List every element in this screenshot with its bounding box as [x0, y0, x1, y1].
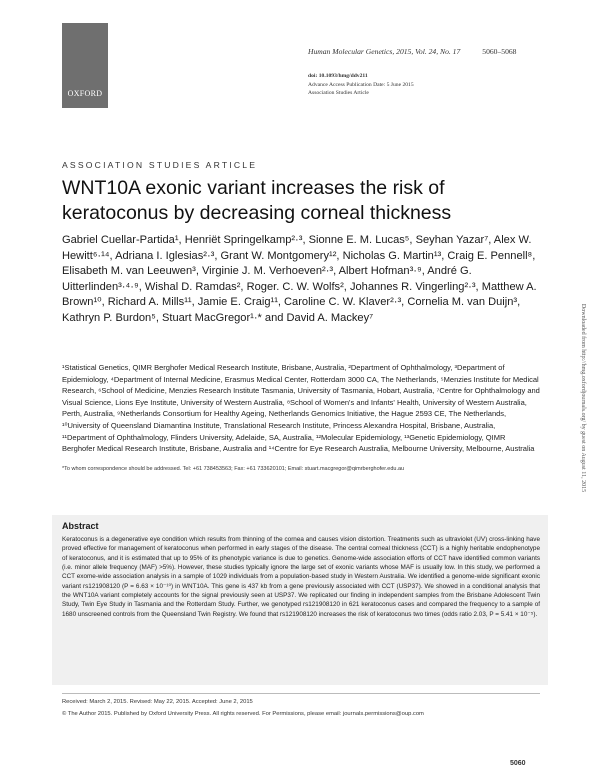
journal-pages: 5060–5068: [482, 47, 517, 56]
author-list: Gabriel Cuellar-Partida¹, Henriët Springelkamp²·³, Sionne E. M. Lucas⁵, Seyhan Yazar⁷, Alex W. Hewitt⁶·¹⁴, Adriana I. Iglesias²·³, Grant W. Montgomery¹², Nicholas G. Martin¹³, Craig E. Pennell⁸, Elisabeth M. van Leeuwen³, Virginie J. M. Verhoeven²·³, Albert Hofman³·⁹, André G. Uitterlinden³·⁴·⁹, Wishal D. Ramdas², Roger. C. W. Wolfs², Johannes R. Vingerling²·³, Matthew A. Brown¹⁰, Richard A. Mills¹¹, Jamie E. Craig¹¹, Caroline C. W. Klaver²·³, Cornelia M. van Duijn³, Kathryn P. Burdon⁵, Stuart MacGregor¹·* and David A. Mackey⁷: [62, 234, 537, 324]
page-number: 5060: [510, 760, 526, 767]
journal-citation-text: Human Molecular Genetics, 2015, Vol. 24, No. 17: [308, 47, 461, 56]
publisher-name: OXFORD: [67, 89, 103, 98]
section-label: ASSOCIATION STUDIES ARTICLE: [62, 160, 258, 170]
abstract-text: Keratoconus is a degenerative eye condition which results from thinning of the cornea and causes vision distortion. Treatments such as ultraviolet (UV) cross-linking have proved effective for management of keratoconus when performed in early stages of the disease. The central corneal thickness (CCT) is a highly heritable endophenotype of keratoconus, and it is estimated that up to 95% of its phenotypic variance is due to genetics. Genome-wide association efforts of CCT have identified common variants (i.e. minor allele frequency (MAF) >5%). However, these studies typically ignore the large set of exonic variants whose MAF is usually low. In this study, we performed a CCT exome-wide association analysis in a sample of 1029 individuals from a population-based study in Western Australia. We identified a genome-wide significant exonic variant rs121908120 (P = 6.63 × 10⁻¹⁰) in WNT10A. This gene is 437 kb from a gene previously associated with CCT (USP37). We showed in a conditional analysis that the WNT10A variant completely accounts for the signal previously seen at USP37. We replicated our finding in independent samples from the Brisbane Adolescent Twin Study, Twin Eye Study in Tasmania and the Rotterdam Study. Further, we genotyped rs121908120 in 621 keratoconus cases and compared the frequency to a sample of 1680 unscreened controls from the Queensland Twin Registry. We found that rs121908120 increases the risk of keratoconus two times (odds ratio 2.03, P = 5.41 × 10⁻⁵).: [62, 536, 540, 618]
advance-access-date: Advance Access Publication Date: 5 June 2015: [308, 81, 414, 88]
article-title: WNT10A exonic variant increases the risk of keratoconus by decreasing corneal thickness: [62, 177, 452, 224]
doi[interactable]: doi: 10.1093/hmg/ddv211: [308, 73, 368, 79]
download-watermark-text: Downloaded from http://hmg.oxfordjournals.org/ by guest on August 11, 2015: [580, 303, 586, 493]
affiliations: ¹Statistical Genetics, QIMR Berghofer Medical Research Institute, Brisbane, Australia, ²Department of Ophthalmology, ³Department of Epidemiology, ⁴Department of Internal Medicine, Erasmus Medical Center, Rotterdam 3000 CA, The Netherlands, ⁵Menzies Institute for Medical Research, ⁶School of Medicine, Menzies Research Institute Tasmania, University of Tasmania, Hobart, Australia, ⁷Centre for Ophthalmology and Visual Science, Lions Eye Institute, University of Western Australia, ⁸School of Women's and Infants' Health, University of Western Australia, Perth, Australia, ⁹Netherlands Consortium for Healthy Ageing, Netherlands Genomics Initiative, the Hague 2593 CE, The Netherlands, ¹⁰University of Queensland Diamantina Institute, Translational Research Institute, Princess Alexandra Hospital, Brisbane, Australia, ¹¹Department of Ophthalmology, Flinders University, Adelaide, SA, Australia, ¹²Molecular Epidemiology, ¹³Genetic Epidemiology, QIMR Berghofer Medical Research Institute, Brisbane, Australia and ¹⁴Centre for Eye Research Australia, Melbourne University, Melbourne, Australia: [62, 363, 540, 454]
received-dates: Received: March 2, 2015. Revised: May 22, 2015. Accepted: June 2, 2015: [62, 699, 253, 705]
journal-citation: [308, 47, 516, 56]
divider: [62, 693, 540, 694]
abstract-heading: Abstract: [62, 521, 99, 531]
download-watermark: [578, 265, 584, 535]
article-meta: [308, 72, 414, 98]
copyright-notice: © The Author 2015. Published by Oxford University Press. All rights reserved. For Permissions, please email: journals.permissions@oup.com: [62, 711, 424, 717]
correspondence-note: *To whom correspondence should be addressed. Tel: +61 738453563; Fax: +61 733620101; Email: stuart.macgregor@qimrberghofer.edu.au: [62, 466, 405, 472]
oxford-logo: [62, 23, 108, 108]
article-type: Association Studies Article: [308, 90, 369, 96]
